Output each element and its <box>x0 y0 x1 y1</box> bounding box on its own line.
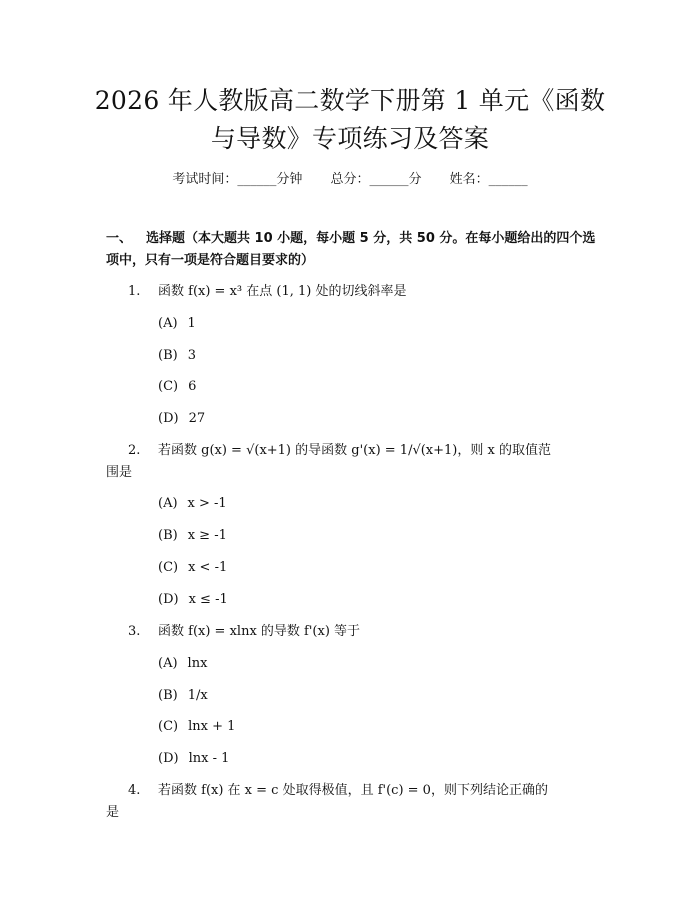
question-1 <box>0 281 700 303</box>
question-3 <box>0 621 700 643</box>
question-number: 3. <box>128 624 141 639</box>
section-number: 一、 <box>106 231 133 246</box>
option-c: (C) lnx + 1 <box>158 719 236 734</box>
section-heading <box>106 228 606 272</box>
total-score: 总分：______分 <box>330 172 422 187</box>
question-stem-line-1: 若函数 f(x) 在 x = c 处取得极值，且 f'(c) = 0，则下列结论正确的 <box>158 783 548 798</box>
title-line-2: 与导数》专项练习及答案 <box>210 124 490 153</box>
question-stem: 函数 f(x) = xlnx 的导数 f'(x) 等于 <box>158 624 361 639</box>
option-d: (D) 27 <box>158 411 206 426</box>
option-b: (B) 3 <box>158 348 196 363</box>
question-number: 4. <box>128 783 141 798</box>
option-a: (A) lnx <box>158 656 208 671</box>
document-title <box>60 82 640 158</box>
option-d: (D) x ≤ -1 <box>158 592 228 607</box>
option-b: (B) 1/x <box>158 688 208 703</box>
question-stem-line-1: 若函数 g(x) = √(x+1) 的导函数 g'(x) = 1/√(x+1)，则 x 的取值范 <box>158 443 551 458</box>
question-2 <box>0 440 700 484</box>
option-b: (B) x ≥ -1 <box>158 528 227 543</box>
title-line-1: 2026 年人教版高二数学下册第 1 单元《函数 <box>94 86 606 115</box>
question-number: 2. <box>128 443 141 458</box>
question-stem-line-2: 是 <box>106 805 120 820</box>
question-stem-line-2: 围是 <box>106 465 133 480</box>
option-d: (D) lnx - 1 <box>158 751 230 766</box>
exam-time: 考试时间：______分钟 <box>172 172 303 187</box>
question-stem: 函数 f(x) = x³ 在点 (1, 1) 处的切线斜率是 <box>158 284 407 299</box>
option-a: (A) x > -1 <box>158 496 227 511</box>
option-a: (A) 1 <box>158 316 196 331</box>
option-c: (C) x < -1 <box>158 560 228 575</box>
exam-info <box>0 168 700 187</box>
question-4 <box>0 780 700 824</box>
section-text: 选择题（本大题共 10 小题，每小题 5 分，共 50 分。在每小题给出的四个选项中，只有一项是符合题目要求的） <box>106 231 596 268</box>
question-number: 1. <box>128 284 141 299</box>
option-c: (C) 6 <box>158 379 197 394</box>
student-name: 姓名：______ <box>449 172 528 187</box>
